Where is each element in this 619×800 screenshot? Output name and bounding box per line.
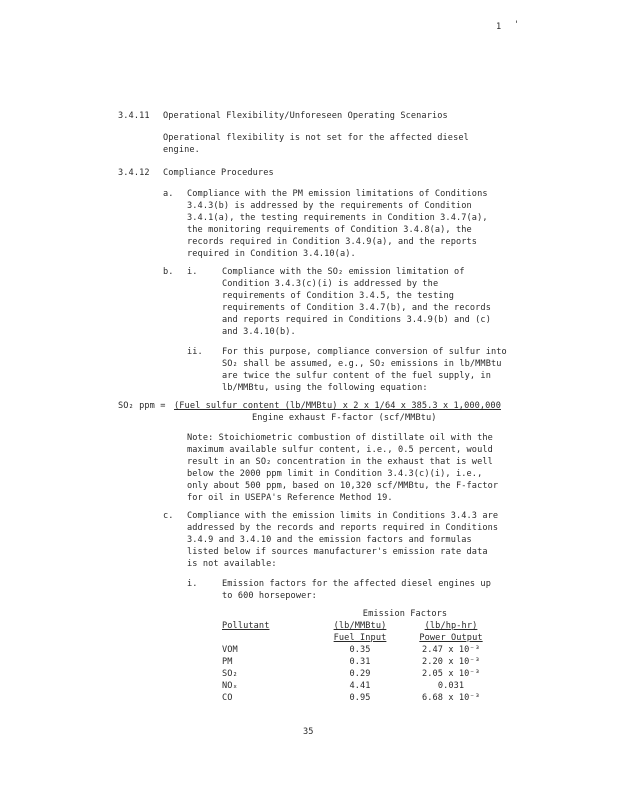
table-cell-pollutant: VOM (222, 645, 238, 655)
table-header-fuel-unit: (lb/MMBtu) (333, 621, 387, 631)
table-cell-fuel: 0.35 (349, 645, 371, 655)
item-b-ii-line: For this purpose, compliance conversion of sulfur into (222, 347, 507, 357)
note-line: maximum available sulfur content, i.e., 0.5 percent, would (187, 445, 493, 455)
table-cell-pollutant: CO (222, 693, 233, 703)
item-c-line: addressed by the records and reports required in Conditions (187, 523, 499, 533)
note-line: for oil in USEPA's Reference Method 19. (187, 493, 393, 503)
item-b-i-line: and 3.4.10(b). (222, 327, 296, 337)
header-mark-2: ' (514, 20, 520, 30)
table-cell-fuel: 0.31 (349, 657, 371, 667)
table-row (222, 644, 496, 656)
item-c-label: c. (163, 511, 174, 521)
emission-factors-table (222, 608, 496, 704)
table-header-power-unit: (lb/hp-hr) (424, 621, 478, 631)
item-c-i-line: Emission factors for the affected diesel engines up (222, 579, 491, 589)
section-title-compliance-procedures: Compliance Procedures (163, 168, 274, 178)
equation-lhs: SO₂ ppm = (118, 401, 166, 411)
item-a-line: required in Condition 3.4.10(a). (187, 249, 356, 259)
table-cell-pollutant: PM (222, 657, 233, 667)
item-b-ii-line: lb/MMBtu, using the following equation: (222, 383, 428, 393)
item-b-ii-line: are twice the sulfur content of the fuel supply, in (222, 371, 491, 381)
page-number: 35 (303, 727, 314, 737)
item-a-line: 3.4.3(b) is addressed by the requirements of Condition (187, 201, 472, 211)
table-row (222, 680, 496, 692)
section-number-3-4-11: 3.4.11 (118, 111, 150, 121)
equation-numerator: (Fuel sulfur content (lb/MMBtu) x 2 x 1/64 x 385.3 x 1,000,000 (174, 401, 501, 411)
item-b-i-line: Compliance with the SO₂ emission limitation of (222, 267, 465, 277)
item-b-label: b. (163, 267, 174, 277)
item-b-i-line: Condition 3.4.3(c)(i) is addressed by the (222, 279, 439, 289)
header-mark-1: 1 (496, 22, 502, 32)
item-a-line: records required in Condition 3.4.9(a), and the reports (187, 237, 478, 247)
section-3-4-11-body-line: Operational flexibility is not set for the affected diesel (163, 133, 469, 143)
note-line: only about 500 ppm, based on 10,320 scf/MMBtu, the F-factor (187, 481, 499, 491)
table-cell-power: 6.68 x 10⁻³ (421, 693, 480, 703)
item-a-line: the monitoring requirements of Condition 3.4.8(a), the (187, 225, 472, 235)
table-header-pollutant: Pollutant (222, 621, 270, 631)
table-cell-power: 2.20 x 10⁻³ (421, 657, 480, 667)
table-cell-fuel: 0.29 (349, 669, 371, 679)
table-group-header: Emission Factors (362, 609, 448, 619)
item-a-line: Compliance with the PM emission limitations of Conditions (187, 189, 488, 199)
table-cell-power: 2.05 x 10⁻³ (421, 669, 480, 679)
item-c-i-line: to 600 horsepower: (222, 591, 317, 601)
table-row (222, 692, 496, 704)
item-a-line: 3.4.1(a), the testing requirements in Condition 3.4.7(a), (187, 213, 488, 223)
table-row (222, 668, 496, 680)
equation-denominator: Engine exhaust F-factor (scf/MMBtu) (252, 413, 437, 423)
item-b-ii-label: ii. (187, 347, 203, 357)
table-header-power-output: Power Output (419, 633, 483, 643)
note-line: Note: Stoichiometric combustion of distillate oil with the (187, 433, 493, 443)
item-b-ii-line: SO₂ shall be assumed, e.g., SO₂ emissions in lb/MMBtu (222, 359, 502, 369)
section-number-3-4-12: 3.4.12 (118, 168, 150, 178)
section-3-4-11-body-line: engine. (163, 145, 200, 155)
table-cell-pollutant: NOₓ (222, 681, 238, 691)
item-c-line: listed below if sources manufacturer's emission rate data (187, 547, 488, 557)
table-cell-fuel: 0.95 (349, 693, 371, 703)
item-c-line: 3.4.9 and 3.4.10 and the emission factors and formulas (187, 535, 472, 545)
item-b-i-label: i. (187, 267, 198, 277)
table-cell-pollutant: SO₂ (222, 669, 238, 679)
table-row (222, 656, 496, 668)
table-cell-fuel: 4.41 (349, 681, 371, 691)
table-header-fuel-input: Fuel Input (333, 633, 387, 643)
table-cell-power: 0.031 (437, 681, 465, 691)
section-title-operational-flexibility: Operational Flexibility/Unforeseen Operating Scenarios (163, 111, 448, 121)
item-c-line: Compliance with the emission limits in Conditions 3.4.3 are (187, 511, 499, 521)
note-line: result in an SO₂ concentration in the exhaust that is well (187, 457, 493, 467)
item-c-line: is not available: (187, 559, 277, 569)
item-b-i-line: requirements of Condition 3.4.7(b), and the records (222, 303, 491, 313)
table-cell-power: 2.47 x 10⁻³ (421, 645, 480, 655)
item-b-i-line: and reports required in Conditions 3.4.9(b) and (c) (222, 315, 491, 325)
item-b-i-line: requirements of Condition 3.4.5, the testing (222, 291, 455, 301)
item-a-label: a. (163, 189, 174, 199)
note-line: below the 2000 ppm limit in Condition 3.4.3(c)(i), i.e., (187, 469, 483, 479)
item-c-i-label: i. (187, 579, 198, 589)
